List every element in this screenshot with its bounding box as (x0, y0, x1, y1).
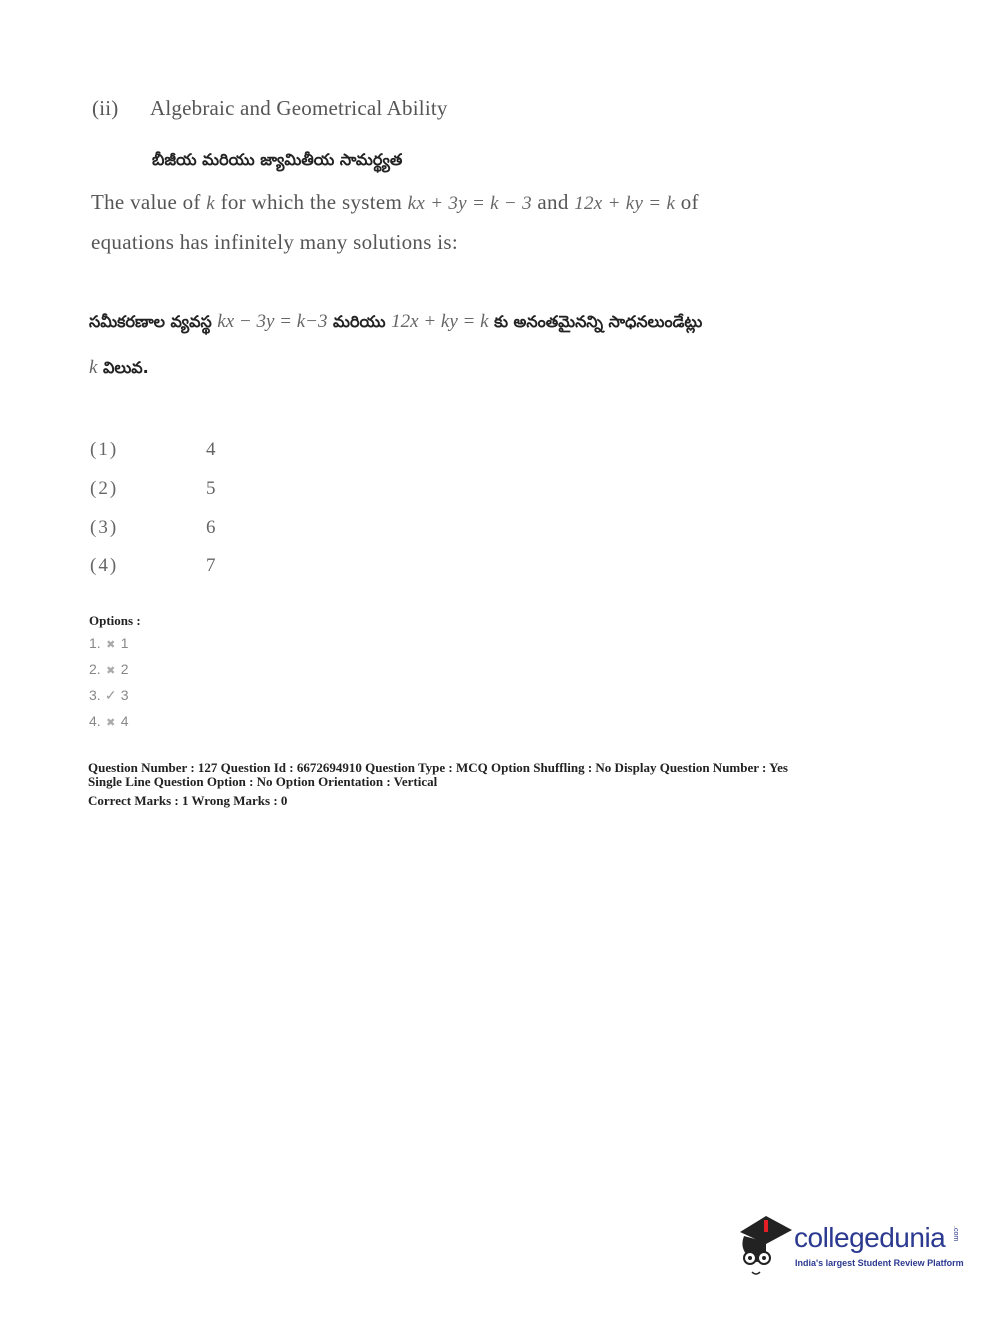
math-variable: k (89, 357, 98, 378)
choice-value: 7 (206, 555, 216, 576)
question-text: of (675, 190, 699, 214)
section-heading (92, 96, 448, 121)
equation-1-telugu: kx − 3y = k−3 (217, 311, 328, 332)
option-item (89, 713, 128, 729)
check-mark-icon: ✓ (104, 687, 117, 703)
question-text: The value of (91, 190, 207, 214)
question-text: for which the system (215, 190, 408, 214)
question-text: and (531, 190, 575, 214)
section-number: (ii) (92, 96, 119, 120)
option-number: 3. (89, 687, 101, 703)
section-title: Algebraic and Geometrical Ability (150, 96, 448, 120)
option-number: 2. (89, 661, 101, 677)
wrong-mark-icon: ✖ (106, 665, 116, 677)
wrong-mark-icon: ✖ (106, 717, 116, 729)
question-meta-line-2: Single Line Question Option : No Option Orientation : Vertical (88, 774, 438, 789)
choice-label: (3) (90, 517, 119, 538)
question-meta-line-3: Correct Marks : 1 Wrong Marks : 0 (88, 793, 288, 808)
option-item (89, 661, 128, 677)
question-text-telugu: మరియు (327, 312, 392, 331)
wrong-mark-icon: ✖ (106, 639, 116, 651)
equation-1: kx + 3y = k − 3 (407, 193, 532, 214)
question-meta-line-1: Question Number : 127 Question Id : 6672694910 Question Type : MCQ Option Shuffling : No Display Question Number : Yes (88, 760, 788, 775)
option-item (89, 687, 128, 704)
equation-2: 12x + ky = k (574, 193, 676, 214)
logo-domain-suffix: .com (952, 1226, 959, 1242)
question-english-line-1 (91, 190, 699, 215)
section-title-telugu: బీజీయ మరియు జ్యామితీయ సామర్థ్యత (152, 150, 403, 169)
choice-value: 4 (206, 439, 216, 460)
mascot-icon (736, 1212, 794, 1278)
option-item (89, 635, 128, 651)
choice-label: (4) (90, 555, 119, 576)
options-title: Options : (89, 613, 141, 628)
question-text-telugu: విలువ. (97, 358, 149, 377)
option-value: 1 (120, 635, 129, 651)
choice-item (90, 478, 216, 500)
logo-wordmark: collegedunia (794, 1222, 946, 1253)
option-number: 1. (89, 635, 101, 651)
question-telugu-line-2 (89, 357, 149, 381)
choice-label: (2) (90, 478, 119, 499)
option-number: 4. (89, 713, 101, 729)
choice-value: 5 (206, 478, 216, 499)
equation-2-telugu: 12x + ky = k (391, 311, 489, 332)
math-variable: k (206, 193, 216, 214)
choice-item (90, 439, 216, 461)
option-value: 2 (120, 661, 129, 677)
collegedunia-logo (736, 1212, 966, 1282)
question-text-telugu: సమీకరణాల వ్యవస్థ (89, 312, 218, 331)
option-value: 4 (120, 713, 129, 729)
question-telugu-line-1 (89, 311, 702, 335)
option-value: 3 (120, 687, 129, 703)
logo-tagline: India's largest Student Review Platform (795, 1258, 964, 1268)
choice-value: 6 (206, 517, 216, 538)
choice-item (90, 517, 216, 539)
choice-label: (1) (90, 439, 119, 460)
question-english-line-2: equations has infinitely many solutions is: (91, 230, 458, 254)
question-text-telugu: కు అనంతమైనన్ని సాధనలుండేట్లు (488, 312, 703, 331)
choice-item (90, 555, 216, 577)
